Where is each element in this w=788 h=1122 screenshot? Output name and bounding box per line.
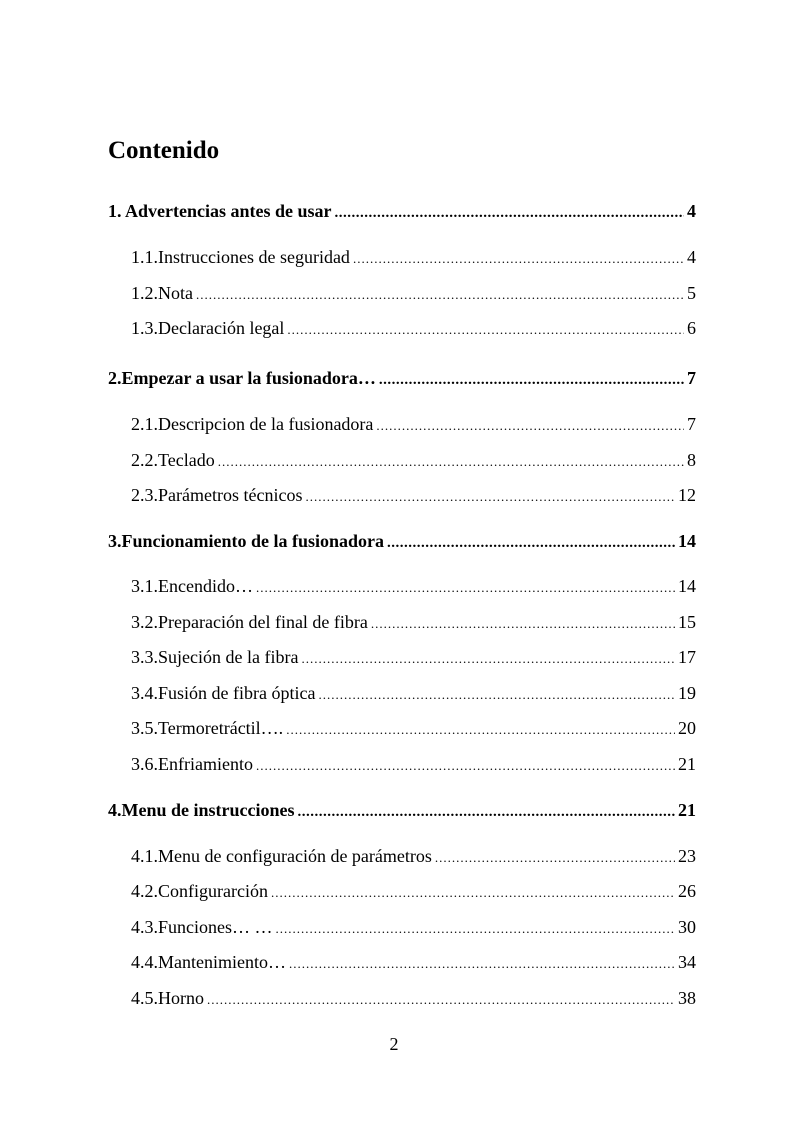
- toc-page-number: 26: [678, 881, 696, 901]
- toc-item-label: 1.3.Declaración legal: [131, 318, 285, 338]
- toc-page-number: 8: [687, 450, 696, 470]
- toc-item-4-2[interactable]: [131, 879, 696, 905]
- toc-item-2-3[interactable]: [131, 483, 696, 509]
- toc-page-number: 4: [687, 247, 696, 267]
- toc-page-number: 15: [678, 612, 696, 632]
- toc-item-2-2[interactable]: [131, 448, 696, 474]
- toc-item-label: 4.2.Configurarción: [131, 881, 268, 901]
- toc-item-label: 3.6.Enfriamiento: [131, 754, 253, 774]
- toc-leader: [353, 247, 684, 271]
- toc-leader: [276, 917, 676, 941]
- toc-section-3[interactable]: [108, 529, 696, 555]
- toc-leader: [286, 718, 675, 742]
- toc-leader: [379, 368, 684, 392]
- toc-page-number: 34: [678, 952, 696, 972]
- toc-item-label: 2.3.Parámetros técnicos: [131, 485, 303, 505]
- footer-page-number: 2: [389, 1034, 399, 1054]
- toc-page-number: 21: [678, 754, 696, 774]
- toc-leader: [305, 485, 675, 509]
- toc-item-3-2[interactable]: [131, 610, 696, 636]
- toc-item-label: 4.5.Horno: [131, 988, 204, 1008]
- toc-item-1-2[interactable]: [131, 281, 696, 307]
- toc-item-label: 3.3.Sujeción de la fibra: [131, 647, 299, 667]
- toc-item-label: 4.4.Mantenimiento…: [131, 952, 286, 972]
- toc-section-2[interactable]: [108, 366, 696, 392]
- toc-page-number: 6: [687, 318, 696, 338]
- toc-page-number: 17: [678, 647, 696, 667]
- toc-title: Contenido: [108, 137, 220, 164]
- toc-leader: [376, 414, 684, 438]
- toc-leader: [207, 988, 675, 1012]
- toc-item-label: 2.2.Teclado: [131, 450, 215, 470]
- toc-item-label: 4.3.Funciones… …: [131, 917, 273, 937]
- toc-item-label: 3.4.Fusión de fibra óptica: [131, 683, 316, 703]
- toc-leader: [318, 683, 675, 707]
- toc-section-label: 1. Advertencias antes de usar: [108, 201, 332, 221]
- toc-leader: [256, 576, 675, 600]
- toc-leader: [371, 612, 675, 636]
- toc-item-label: 1.2.Nota: [131, 283, 193, 303]
- toc-leader: [298, 800, 676, 824]
- toc-item-2-1[interactable]: [131, 412, 696, 438]
- toc-page-number: 4: [687, 201, 696, 221]
- toc-item-3-1[interactable]: [131, 574, 696, 600]
- toc-page-number: 38: [678, 988, 696, 1008]
- toc-item-3-3[interactable]: [131, 645, 696, 671]
- toc-leader: [218, 450, 684, 474]
- toc-section-1[interactable]: [108, 199, 696, 225]
- toc-leader: [287, 318, 684, 342]
- toc-leader: [196, 283, 684, 307]
- toc-item-4-3[interactable]: [131, 915, 696, 941]
- toc-page-number: 7: [687, 414, 696, 434]
- toc-leader: [435, 846, 675, 870]
- toc-section-4[interactable]: [108, 798, 696, 824]
- toc-page-number: 14: [678, 576, 696, 596]
- toc-item-label: 3.1.Encendido…: [131, 576, 253, 596]
- toc-leader: [271, 881, 675, 905]
- toc-item-3-4[interactable]: [131, 681, 696, 707]
- toc-item-label: 4.1.Menu de configuración de parámetros: [131, 846, 432, 866]
- toc-section-label: 3.Funcionamiento de la fusionadora: [108, 531, 385, 551]
- toc-item-1-3[interactable]: [131, 316, 696, 342]
- toc-section-label: 4.Menu de instrucciones: [108, 800, 295, 820]
- toc-item-3-5[interactable]: [131, 716, 696, 742]
- toc-page-number: 19: [678, 683, 696, 703]
- toc-item-4-4[interactable]: [131, 950, 696, 976]
- toc-leader: [256, 754, 675, 778]
- toc-item-label: 1.1.Instrucciones de seguridad: [131, 247, 350, 267]
- toc-item-3-6[interactable]: [131, 752, 696, 778]
- toc-page-number: 21: [678, 800, 696, 820]
- toc-page-number: 14: [678, 531, 696, 551]
- toc-item-4-5[interactable]: [131, 986, 696, 1012]
- toc-page-number: 23: [678, 846, 696, 866]
- toc-page-number: 20: [678, 718, 696, 738]
- toc-item-4-1[interactable]: [131, 844, 696, 870]
- toc-item-label: 3.5.Termoretráctil….: [131, 718, 284, 738]
- toc-leader: [387, 531, 675, 555]
- toc-page-number: 12: [678, 485, 696, 505]
- toc-item-label: 2.1.Descripcion de la fusionadora: [131, 414, 374, 434]
- toc-page-number: 30: [678, 917, 696, 937]
- toc-page-number: 7: [687, 368, 696, 388]
- toc-page-number: 5: [687, 283, 696, 303]
- toc-leader: [335, 201, 685, 225]
- toc-item-label: 3.2.Preparación del final de fibra: [131, 612, 368, 632]
- toc-section-label: 2.Empezar a usar la fusionadora…: [108, 368, 376, 388]
- toc-item-1-1[interactable]: [131, 245, 696, 271]
- toc-leader: [289, 952, 675, 976]
- toc-leader: [301, 647, 675, 671]
